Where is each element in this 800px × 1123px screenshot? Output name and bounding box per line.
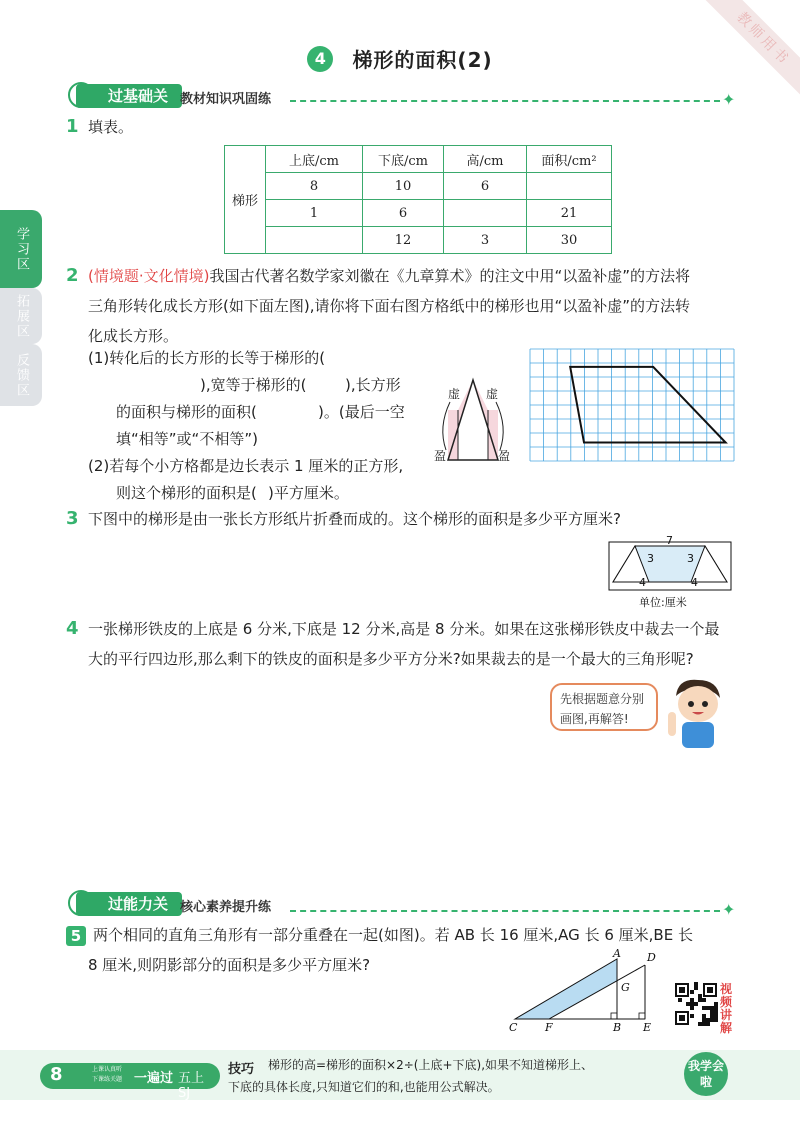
fig-label: 虚 xyxy=(486,387,499,401)
qr-module xyxy=(702,1014,706,1018)
tip-label: 技巧 xyxy=(228,1062,255,1077)
qr-module xyxy=(690,1006,694,1010)
qr-module xyxy=(714,1006,718,1010)
side-tab-extend[interactable]: 拓展区 xyxy=(0,288,42,344)
star-icon: ✦ xyxy=(722,900,736,919)
lesson-title: 梯形的面积(2) xyxy=(352,48,493,72)
tip-line1: 梯形的高=梯形的面积×2÷(上底+下底),如果不知道梯形上、 xyxy=(268,1058,594,1072)
qr-code-icon[interactable] xyxy=(674,982,718,1026)
qr-module xyxy=(690,998,694,1002)
point-label: E xyxy=(643,1021,652,1034)
section-ability-subtitle: 核心素养提升练 xyxy=(180,900,272,915)
q2-part2-c: )平方厘米。 xyxy=(268,484,349,502)
q2-part2-b: 则这个梯形的面积是( xyxy=(116,484,257,502)
fig-label: 盈 xyxy=(434,449,447,463)
qr-module xyxy=(714,1018,718,1022)
qr-module xyxy=(694,982,698,986)
section-ability-tag: 过能力关 xyxy=(76,892,182,916)
table-cell[interactable] xyxy=(444,200,527,227)
q2-number: 2 xyxy=(66,265,79,286)
star-icon: ✦ xyxy=(722,90,736,109)
point-label: A xyxy=(613,947,621,960)
footer-brand-pill xyxy=(40,1063,220,1101)
hint-bubble xyxy=(550,683,658,731)
table-cell: 21 xyxy=(527,200,612,227)
learned-badge[interactable]: 我学会啦 xyxy=(684,1052,728,1096)
brand-name: 一遍过 xyxy=(134,1071,174,1086)
fig-label: 虚 xyxy=(448,387,461,401)
q2-part1-a: (1)转化后的长方形的长等于梯形的( xyxy=(88,349,326,367)
lesson-number: 4 xyxy=(307,46,333,72)
q5-triangles-figure xyxy=(505,945,665,1035)
point-label: B xyxy=(613,1021,622,1034)
table-cell: 12 xyxy=(363,227,444,254)
section-basic-subtitle: 教材知识巩固练 xyxy=(180,92,272,107)
point-label: G xyxy=(621,981,630,994)
qr-module xyxy=(698,1022,702,1026)
qr-module xyxy=(702,1018,706,1022)
q3-trapezoid-figure xyxy=(605,534,735,610)
qr-module xyxy=(706,1018,710,1022)
qr-module xyxy=(710,1006,714,1010)
page-title xyxy=(0,44,800,73)
side-tab-study[interactable]: 学习区 xyxy=(0,210,42,288)
table-header: 下底/cm xyxy=(363,146,444,173)
qr-module xyxy=(698,994,702,998)
section-basic-tag: 过基础关 xyxy=(76,84,182,108)
qr-module xyxy=(706,1006,710,1010)
qr-module xyxy=(710,1014,714,1018)
table-cell: 1 xyxy=(266,200,363,227)
point-label: D xyxy=(647,951,656,964)
q1-number: 1 xyxy=(66,116,79,137)
fig-label: 3 xyxy=(647,552,654,565)
table-cell: 3 xyxy=(444,227,527,254)
qr-module xyxy=(702,998,706,1002)
side-tab-feedback[interactable]: 反馈区 xyxy=(0,344,42,406)
q2-line3: 化成长方形。 xyxy=(88,327,179,345)
q3-text: 下图中的梯形是由一张长方形纸片折叠而成的。这个梯形的面积是多少平方厘米? xyxy=(88,510,621,528)
qr-module xyxy=(690,1014,694,1018)
fig-label: 3 xyxy=(687,552,694,565)
section-divider xyxy=(290,100,720,102)
q4-number: 4 xyxy=(66,618,79,639)
table-cell: 8 xyxy=(266,173,363,200)
section-divider xyxy=(290,910,720,912)
q2-part1-d: 的面积与梯形的面积( xyxy=(116,403,257,421)
page-number: 8 xyxy=(50,1064,63,1085)
q2-part1-b: ),宽等于梯形的( xyxy=(200,376,307,394)
q2-line1: 我国古代著名数学家刘徽在《九章算术》的注文中用“以盈补虚”的方法将 xyxy=(209,267,691,285)
fig-label: 7 xyxy=(666,534,673,547)
fig-label: 盈 xyxy=(498,449,511,463)
q2-line2: 三角形转化成长方形(如下面左图),请你将下面右图方格纸中的梯形也用“以盈补虚”的方法转 xyxy=(88,297,691,315)
q5-number: 5 xyxy=(66,926,86,946)
video-explain-label[interactable]: 视频讲解 xyxy=(720,982,733,1035)
boy-mascot-icon xyxy=(662,674,732,750)
qr-module xyxy=(702,1022,706,1026)
q1-text: 填表。 xyxy=(88,118,134,136)
table-header: 上底/cm xyxy=(266,146,363,173)
qr-module xyxy=(678,998,682,1002)
grade-label: 五上 SJ xyxy=(178,1071,205,1101)
brand-slogan-1: 上课认真听 xyxy=(92,1066,123,1073)
qr-module xyxy=(714,1002,718,1006)
table-cell: 6 xyxy=(444,173,527,200)
point-label: F xyxy=(545,1021,553,1034)
table-cell: 6 xyxy=(363,200,444,227)
table-cell: 30 xyxy=(527,227,612,254)
qr-module xyxy=(702,1006,706,1010)
q2-part1-f: 填“相等”或“不相等”) xyxy=(116,430,258,448)
brand-slogan-2: 下课练关题 xyxy=(92,1076,123,1083)
table-row-label: 梯形 xyxy=(225,146,266,254)
q1-table xyxy=(224,145,612,254)
q3-number: 3 xyxy=(66,508,79,529)
q5-line1: 两个相同的直角三角形有一部分重叠在一起(如图)。若 AB 长 16 厘米,AG 长 6 厘米,BE 长 xyxy=(93,926,693,944)
table-cell[interactable] xyxy=(527,173,612,200)
table-header: 面积/cm² xyxy=(527,146,612,173)
qr-module xyxy=(714,1010,718,1014)
q2-grid-figure xyxy=(529,348,735,462)
q2-part1-c: ),长方形 xyxy=(345,376,401,394)
q2-tag: (情境题·文化情境) xyxy=(88,267,210,285)
qr-module xyxy=(694,986,698,990)
brand-slogan xyxy=(92,1065,132,1085)
hint-line1: 先根据题意分别 xyxy=(560,692,645,706)
qr-module xyxy=(710,1018,714,1022)
q4-line1: 一张梯形铁皮的上底是 6 分米,下底是 12 分米,高是 8 分米。如果在这张梯形铁皮中裁去一个最 xyxy=(88,620,720,638)
tip-line2: 下底的具体长度,只知道它们的和,也能用公式解决。 xyxy=(228,1080,500,1094)
qr-module xyxy=(690,1002,694,1006)
table-cell[interactable] xyxy=(266,227,363,254)
qr-module xyxy=(706,1022,710,1026)
point-label: C xyxy=(509,1021,518,1034)
q4-line2: 大的平行四边形,那么剩下的铁皮的面积是多少平方分米?如果裁去的是一个最大的三角形呢? xyxy=(88,650,694,668)
qr-module xyxy=(686,1002,690,1006)
qr-module xyxy=(698,998,702,1002)
q2-triangle-figure xyxy=(428,372,518,464)
hint-line2: 画图,再解答! xyxy=(560,712,629,726)
fig-label: 4 xyxy=(639,576,646,589)
qr-module xyxy=(710,1010,714,1014)
q2-part2-a: (2)若每个小方格都是边长表示 1 厘米的正方形, xyxy=(88,457,404,475)
table-cell: 10 xyxy=(363,173,444,200)
q2-stem xyxy=(88,261,748,291)
q5-line2: 8 厘米,则阴影部分的面积是多少平方厘米? xyxy=(88,956,371,974)
q2-part1-e: )。(最后一空 xyxy=(318,403,405,421)
qr-module xyxy=(714,1014,718,1018)
fig-unit: 单位:厘米 xyxy=(639,596,687,609)
fig-label: 4 xyxy=(691,576,698,589)
corner-watermark: 教师用书 xyxy=(701,0,800,101)
qr-module xyxy=(694,1002,698,1006)
qr-module xyxy=(690,990,694,994)
table-header: 高/cm xyxy=(444,146,527,173)
